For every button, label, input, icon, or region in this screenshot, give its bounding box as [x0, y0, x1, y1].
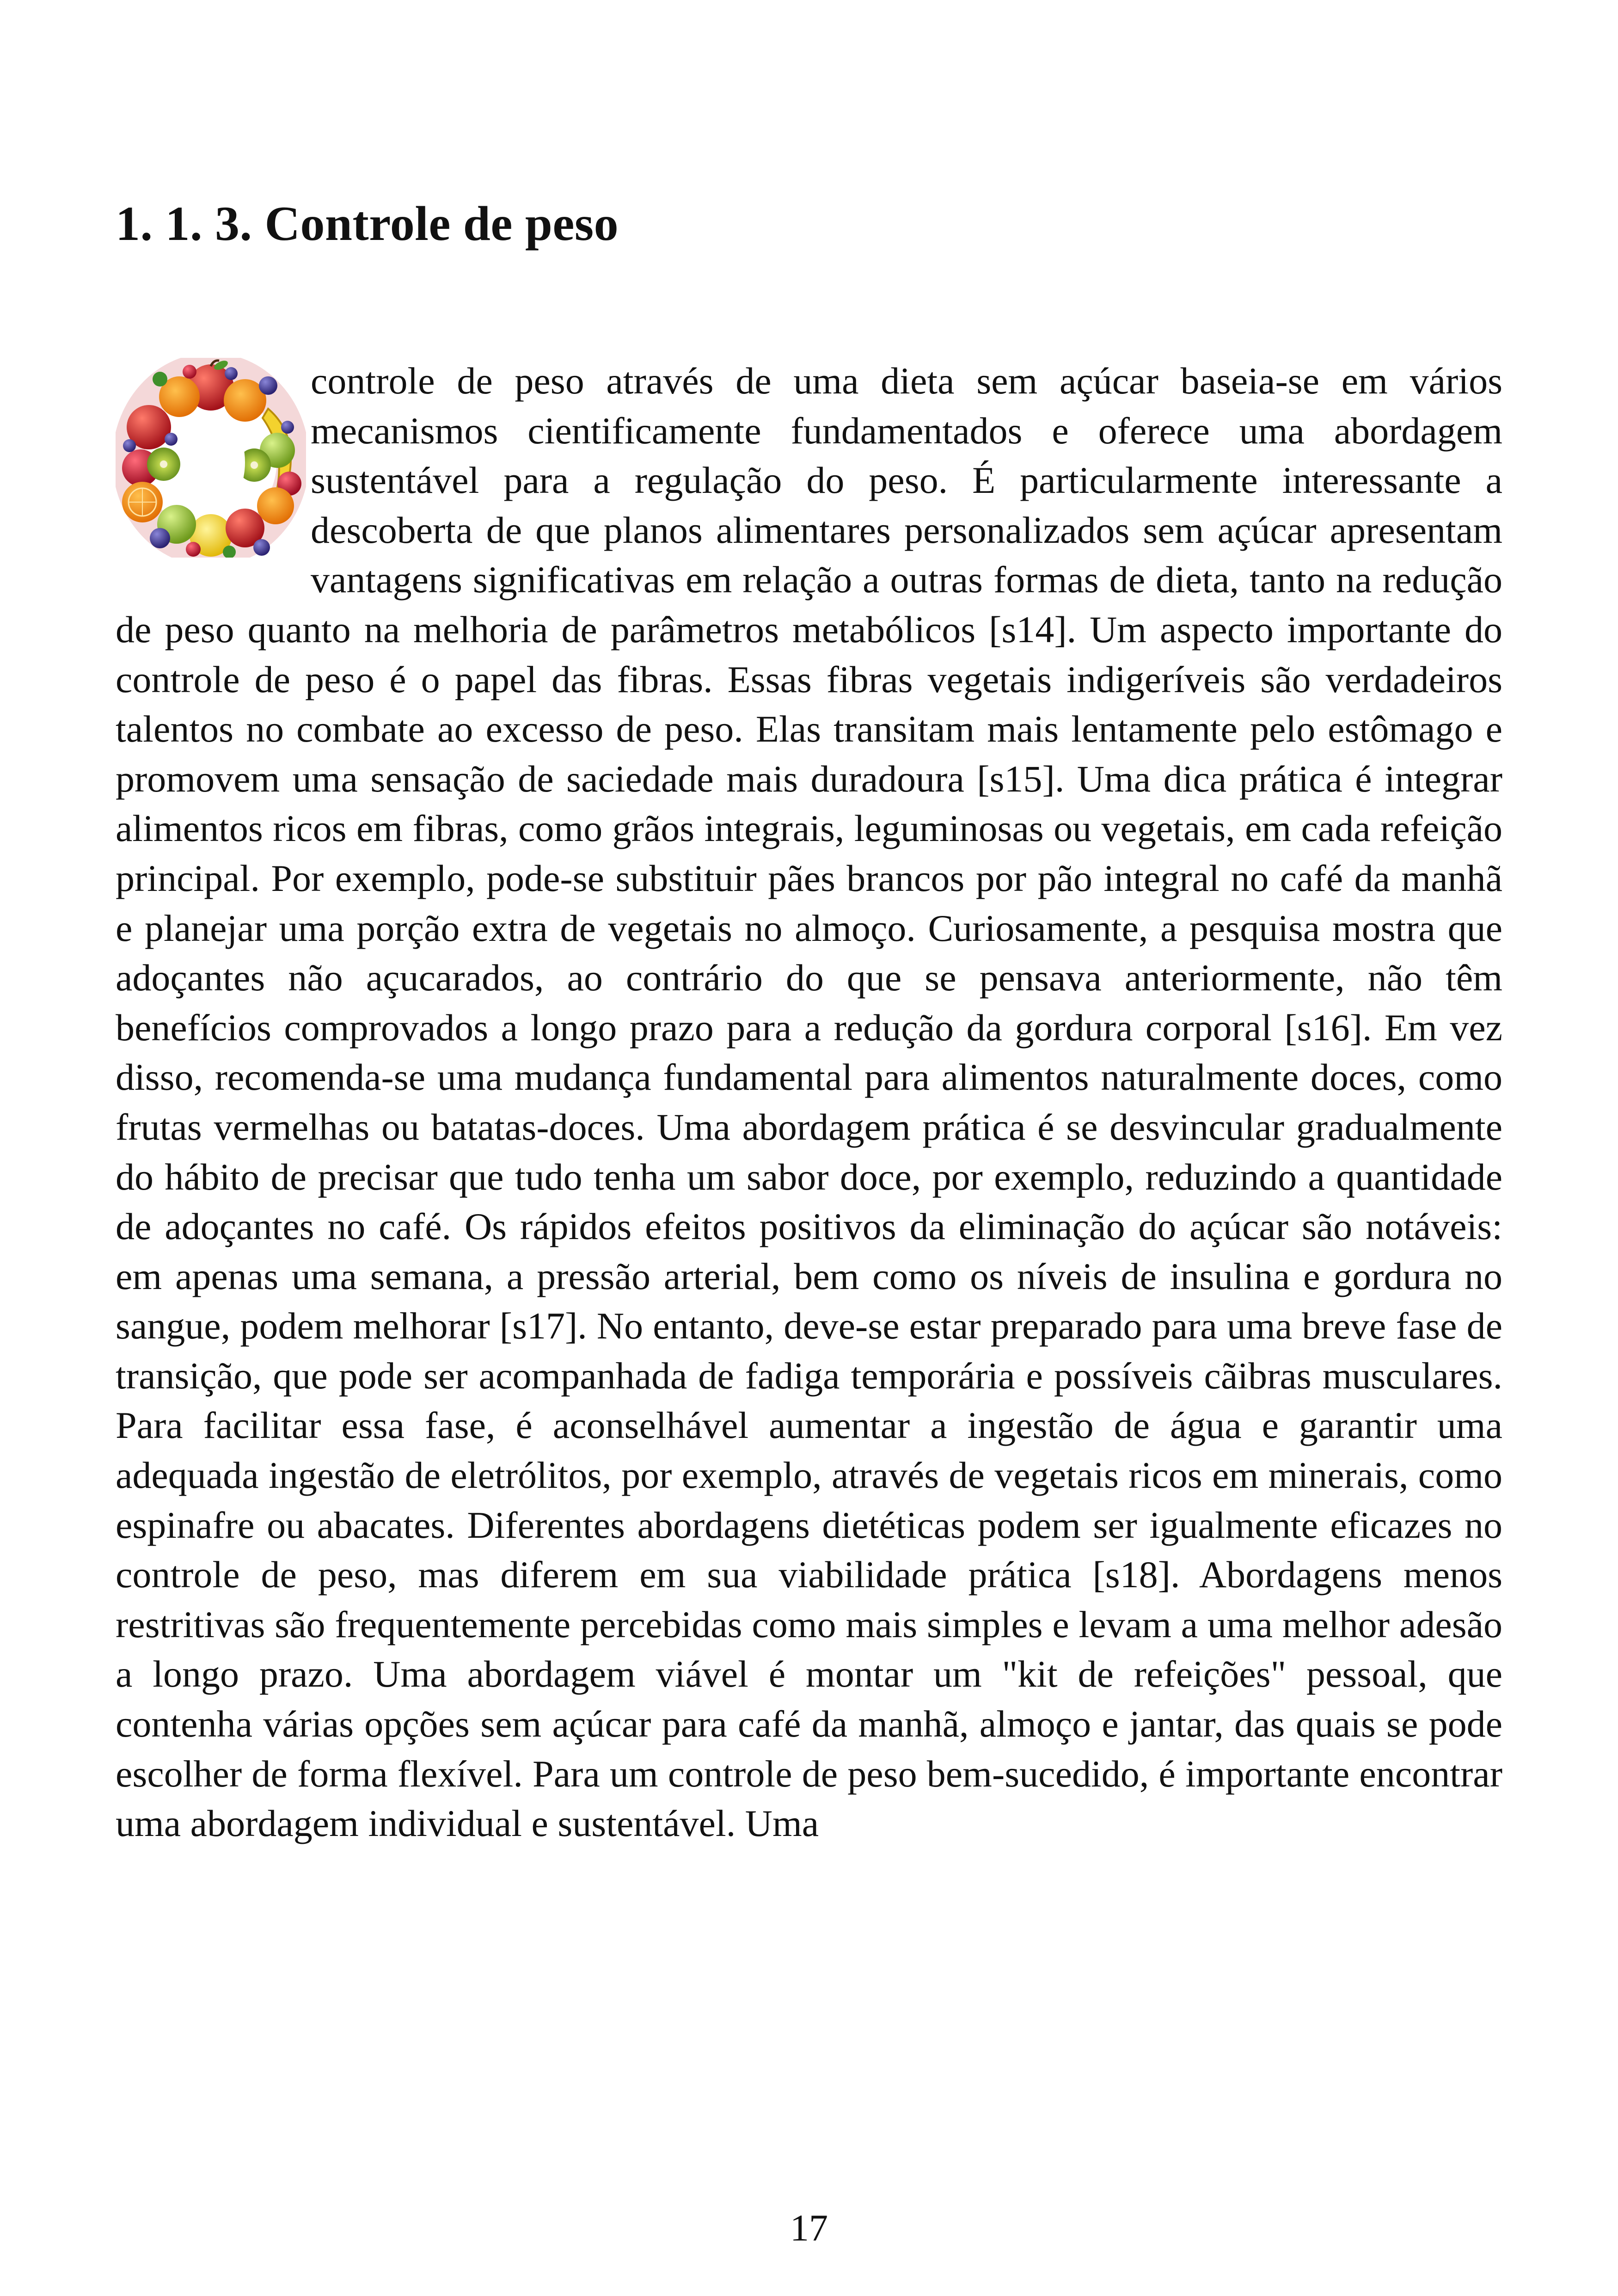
body-paragraph	[116, 356, 1502, 1848]
fruit-letter-o-icon	[116, 358, 306, 558]
body-text: controle de peso através de uma dieta sem açúcar baseia-se em vários mecanismos cientificamente fundamentados e oferece uma abordagem sustentável para a regulação do peso. É particularmente interessante a descoberta de que planos alimentares personalizados sem açúcar apresentam vantagens significativas em relação a outras formas de dieta, tanto na redução de peso quanto na melhoria de parâmetros metabólicos [s14]. Um aspecto importante do controle de peso é o papel das fibras. Essas fibras vegetais indigeríveis são verdadeiros talentos no combate ao excesso de peso. Elas transitam mais lentamente pelo estômago e promovem uma sensação de saciedade mais duradoura [s15]. Uma dica prática é integrar alimentos ricos em fibras, como grãos integrais, leguminosas ou vegetais, em cada refeição principal. Por exemplo, pode-se substituir pães brancos por pão integral no café da manhã e planejar uma porção extra de vegetais no almoço. Curiosamente, a pesquisa mostra que adoçantes não açucarados, ao contrário do que se pensava anteriormente, não têm benefícios comprovados a longo prazo para a redução da gordura corporal [s16]. Em vez disso, recomenda-se uma mudança fundamental para alimentos naturalmente doces, como frutas vermelhas ou batatas-doces. Uma abordagem prática é se desvincular gradualmente do hábito de precisar que tudo tenha um sabor doce, por exemplo, reduzindo a quantidade de adoçantes no café. Os rápidos efeitos positivos da eliminação do açúcar são notáveis: em apenas uma semana, a pressão arterial, bem como os níveis de insulina e gordura no sangue, podem melhorar [s17]. No entanto, deve-se estar preparado para uma breve fase de transição, que pode ser acompanhada de fadiga temporária e possíveis cãibras musculares. Para facilitar essa fase, é aconselhável aumentar a ingestão de água e garantir uma adequada ingestão de eletrólitos, por exemplo, através de vegetais ricos em minerais, como espinafre ou abacates. Diferentes abordagens dietéticas podem ser igualmente eficazes no controle de peso, mas diferem em sua viabilidade prática [s18]. Abordagens menos restritivas são frequentemente percebidas como mais simples e levam a uma melhor adesão a longo prazo. Uma abordagem viável é montar um "kit de refeições" pessoal, que contenha várias opções sem açúcar para café da manhã, almoço e jantar, das quais se pode escolher de forma flexível. Para um controle de peso bem-sucedido, é importante encontrar uma abordagem individual e sustentável. Uma	[116, 360, 1502, 1845]
page-number: 17	[790, 2207, 828, 2249]
section-heading: 1. 1. 3. Controle de peso	[116, 196, 619, 251]
fruit-letter-o-graphic	[116, 358, 306, 558]
